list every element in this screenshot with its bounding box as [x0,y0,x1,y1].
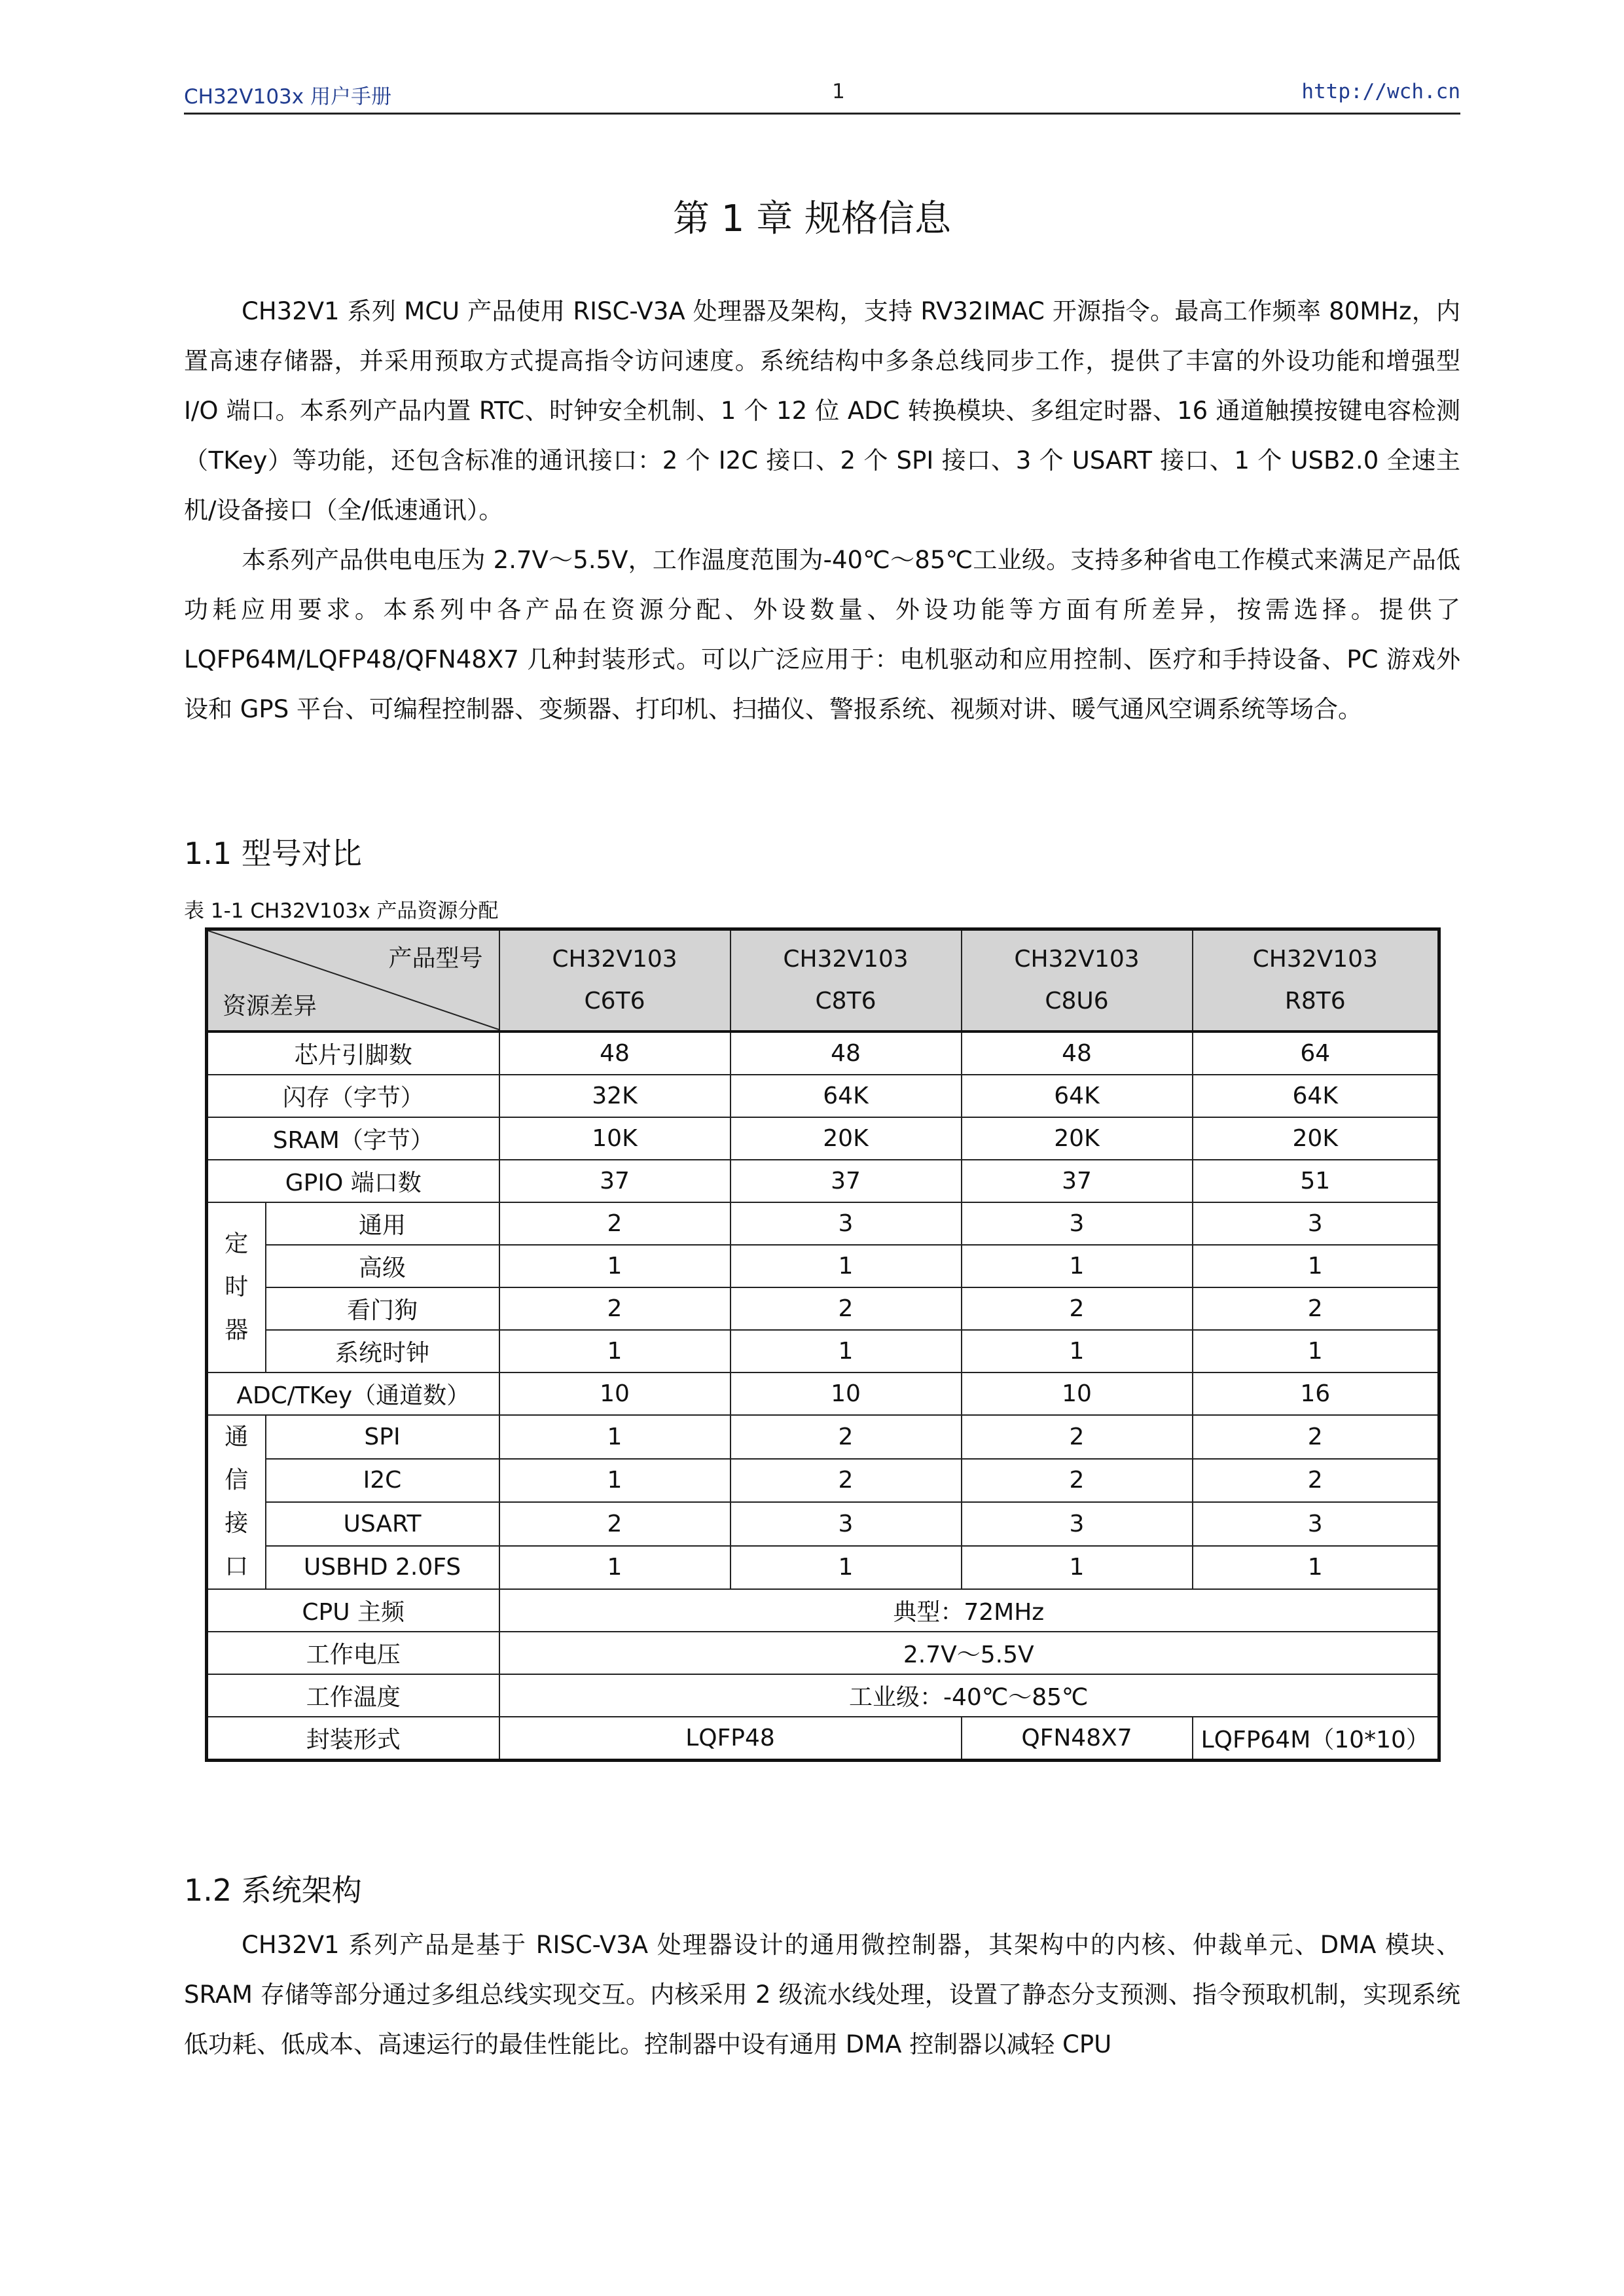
table-row [207,1117,1439,1160]
table-cell: 1 [499,1459,731,1503]
table-cell: 3 [1193,1202,1439,1245]
table-cell: 10 [499,1372,731,1415]
table-cell: 1 [962,1245,1193,1287]
table-row [207,1459,1439,1503]
table-cell: 37 [499,1160,731,1202]
table-row [207,1031,1439,1075]
table-row [207,1717,1439,1761]
row-label: I2C [266,1459,499,1503]
row-label: CPU 主频 [207,1589,499,1632]
table-cell: 3 [962,1202,1193,1245]
intro-paragraph-1: CH32V1 系列 MCU 产品使用 RISC-V3A 处理器及架构，支持 RV32IMAC 开源指令。最高工作频率 80MHz，内置高速存储器，并采用预取方式提高指令访问速度。系统结构中多条总线同步工作，提供了丰富的外设功能和增强型 I/O 端口。本系列产品内置 RTC、时钟安全机制、1 个 12 位 ADC 转换模块、多组定时器、16 通道触摸按键电容检测（TKey）等功能，还包含标准的通讯接口：2 个 I2C 接口、2 个 SPI 接口、3 个 USART 接口、1 个 USB2.0 全速主机/设备接口（全/低速通讯）。 [184,297,1460,524]
table-cell: QFN48X7 [962,1717,1193,1761]
table-cell: 10 [731,1372,962,1415]
table-cell: 16 [1193,1372,1439,1415]
table-cell: 1 [731,1330,962,1372]
table-cell: 20K [1193,1117,1439,1160]
table-cell: 1 [1193,1546,1439,1590]
table-cell: 1 [499,1330,731,1372]
model-header: CH32V103 R8T6 [1193,929,1439,1032]
table-cell: 2 [499,1502,731,1546]
table-cell: 37 [962,1160,1193,1202]
table-cell: 3 [962,1502,1193,1546]
row-label: ADC/TKey（通道数） [207,1372,499,1415]
table-row [207,1372,1439,1415]
table-caption: 表 1-1 CH32V103x 产品资源分配 [184,899,499,923]
table-row [207,1330,1439,1372]
row-label: 工作电压 [207,1632,499,1674]
row-label: 通用 [266,1202,499,1245]
model-header: CH32V103 C8T6 [731,929,962,1032]
table-cell: 2 [1193,1459,1439,1503]
table-cell: 3 [731,1502,962,1546]
corner-label-resource: 资源差异 [223,993,317,1020]
table-cell: 64K [731,1075,962,1117]
chapter-title: 第 1 章 规格信息 [672,198,952,240]
row-label: 工作温度 [207,1674,499,1717]
section-heading-system-architecture: 1.2 系统架构 [184,1873,362,1908]
group-label-timer: 定 时 器 [207,1202,266,1372]
table-cell: 2 [1193,1415,1439,1459]
row-label: USBHD 2.0FS [266,1546,499,1590]
row-label: SRAM（字节） [207,1117,499,1160]
table-cell: 2 [499,1202,731,1245]
resource-table [205,927,1441,1762]
table-row [207,1245,1439,1287]
table-cell: 1 [731,1245,962,1287]
table-cell: 3 [731,1202,962,1245]
table-cell: 2 [731,1415,962,1459]
row-label: GPIO 端口数 [207,1160,499,1202]
table-cell: 1 [1193,1330,1439,1372]
group-label-comm: 通 信 接 口 [207,1415,266,1589]
corner-label-model: 产品型号 [388,945,483,972]
model-header: CH32V103 C6T6 [499,929,731,1032]
table-cell: 1 [499,1415,731,1459]
table-row [207,1415,1439,1459]
row-label: SPI [266,1415,499,1459]
table-cell: 1 [962,1546,1193,1590]
table-cell: 1 [962,1330,1193,1372]
table-cell: 20K [962,1117,1193,1160]
table-cell: 2.7V～5.5V [499,1632,1439,1674]
table-cell: 48 [962,1031,1193,1075]
table-cell: 64 [1193,1031,1439,1075]
table-cell: 1 [499,1546,731,1590]
table-row [207,1632,1439,1674]
model-header: CH32V103 C8U6 [962,929,1193,1032]
table-cell: 48 [499,1031,731,1075]
table-cell: 典型：72MHz [499,1589,1439,1632]
table-cell: 2 [962,1287,1193,1330]
table-cell: 1 [499,1245,731,1287]
table-cell: 64K [962,1075,1193,1117]
table-cell: 2 [731,1459,962,1503]
table-cell: 2 [731,1287,962,1330]
row-label: 高级 [266,1245,499,1287]
header-doc-title: CH32V103x 用户手册 [184,85,391,109]
row-label: 芯片引脚数 [207,1031,499,1075]
intro-paragraph-2: 本系列产品供电电压为 2.7V～5.5V，工作温度范围为-40℃～85℃工业级。支持多种省电工作模式来满足产品低功耗应用要求。本系列中各产品在资源分配、外设数量、外设功能等方面有所差异，按需选择。提供了 LQFP64M/LQFP48/QFN48X7 几种封装形式。可以广泛应用于：电机驱动和应用控制、医疗和手持设备、PC 游戏外设和 GPS 平台、可编程控制器、变频器、打印机、扫描仪、警报系统、视频对讲、暖气通风空调系统等场合。 [184,546,1460,723]
table-cell: 20K [731,1117,962,1160]
row-label: 系统时钟 [266,1330,499,1372]
table-row [207,1502,1439,1546]
table-cell: 48 [731,1031,962,1075]
page-header: CH32V103x 用户手册 1 http://wch.cn [184,73,1460,115]
row-label: 封装形式 [207,1717,499,1761]
table-cell: LQFP48 [499,1717,962,1761]
table-row [207,1589,1439,1632]
table-cell: 10K [499,1117,731,1160]
table-cell: 工业级：-40℃～85℃ [499,1674,1439,1717]
table-cell: 32K [499,1075,731,1117]
table-row [207,1160,1439,1202]
row-label: 闪存（字节） [207,1075,499,1117]
header-url[interactable]: http://wch.cn [1301,80,1460,103]
section-heading-model-comparison: 1.1 型号对比 [184,836,362,871]
table-row [207,1546,1439,1590]
table-header-row [207,929,1439,1032]
table-cell: 51 [1193,1160,1439,1202]
diagonal-header-cell [207,929,499,1032]
table-row [207,1674,1439,1717]
table-cell: 1 [1193,1245,1439,1287]
table-cell: 2 [962,1415,1193,1459]
table-cell: 2 [499,1287,731,1330]
table-cell: 3 [1193,1502,1439,1546]
table-cell: 1 [731,1546,962,1590]
table-row [207,1075,1439,1117]
row-label: USART [266,1502,499,1546]
table-cell: 2 [1193,1287,1439,1330]
table-cell: LQFP64M（10*10） [1193,1717,1439,1761]
table-cell: 2 [962,1459,1193,1503]
table-row [207,1202,1439,1245]
table-cell: 37 [731,1160,962,1202]
table-cell: 10 [962,1372,1193,1415]
table-row [207,1287,1439,1330]
row-label: 看门狗 [266,1287,499,1330]
table-cell: 64K [1193,1075,1439,1117]
architecture-paragraph: CH32V1 系列产品是基于 RISC-V3A 处理器设计的通用微控制器，其架构中的内核、仲裁单元、DMA 模块、SRAM 存储等部分通过多组总线实现交互。内核采用 2 级流水线处理，设置了静态分支预测、指令预取机制，实现系统低功耗、低成本、高速运行的最佳性能比。控制器中设有通用 DMA 控制器以减轻 CPU [184,1931,1460,2058]
